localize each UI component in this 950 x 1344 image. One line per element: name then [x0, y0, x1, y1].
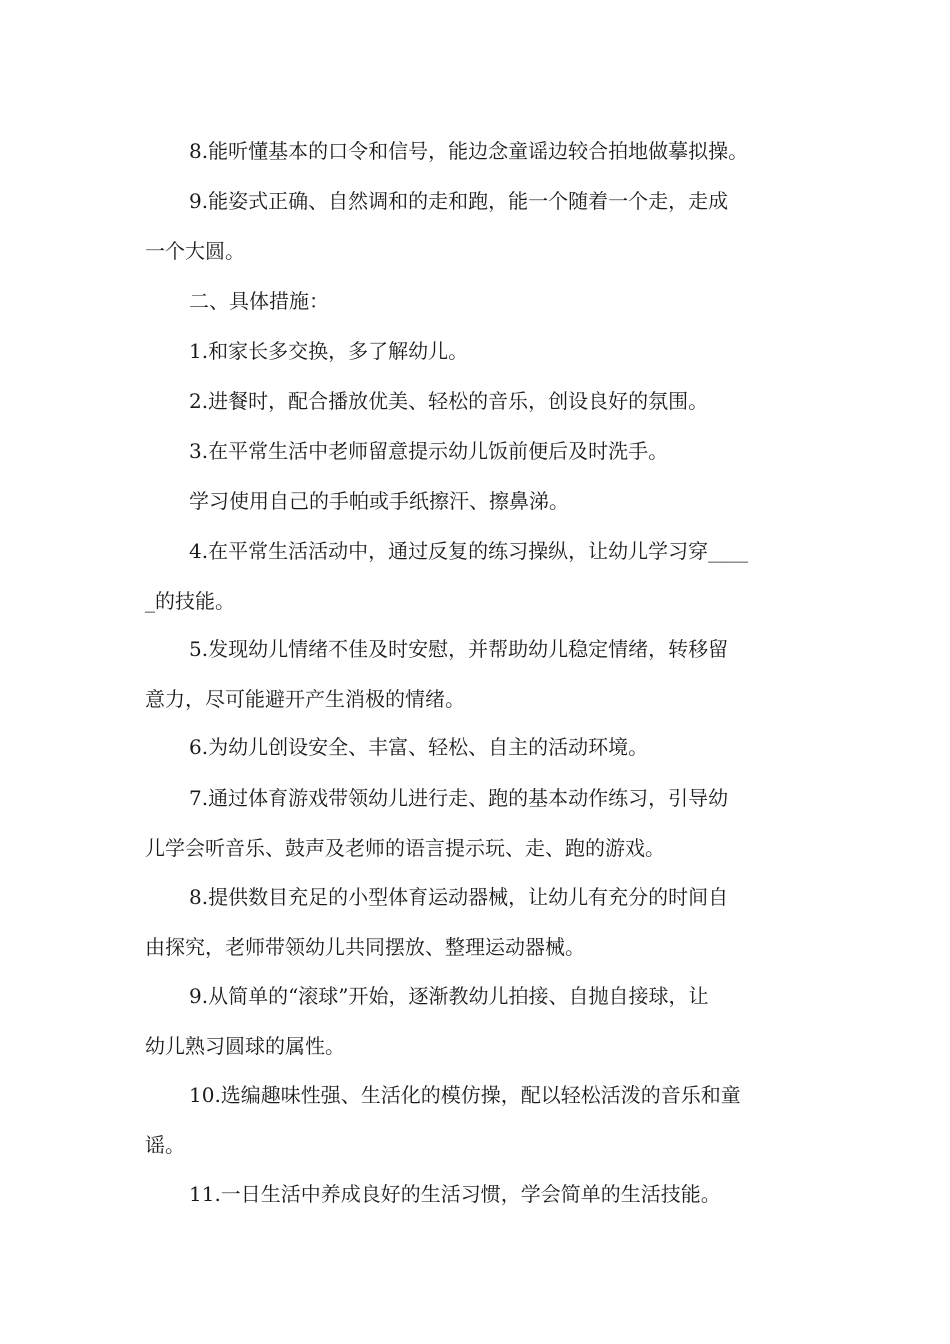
- paragraph-measure-10: [145, 1070, 810, 1170]
- section-heading-measures: [145, 276, 810, 326]
- paragraph-line: 8.能听懂基本的口令和信号，能边念童谣边较合拍地做摹拟操。: [189, 139, 749, 163]
- paragraph-measure-7: [145, 773, 810, 873]
- paragraph-line: 6.为幼儿创设安全、丰富、轻松、自主的活动环境。: [189, 735, 649, 759]
- paragraph-line: 意力，尽可能避开产生消极的情绪。: [145, 687, 465, 711]
- paragraph-line: 学习使用自己的手帕或手纸擦汗、擦鼻涕。: [189, 489, 569, 513]
- paragraph-measure-5: [145, 624, 810, 724]
- paragraph-goal-8: [145, 126, 810, 176]
- paragraph-measure-2: [145, 376, 810, 426]
- paragraph-measure-6: [145, 722, 810, 772]
- paragraph-line: 9.能姿式正确、自然调和的走和跑，能一个随着一个走，走成: [189, 189, 729, 213]
- paragraph-line: 3.在平常生活中老师留意提示幼儿饭前便后及时洗手。: [189, 439, 669, 463]
- paragraph-measure-3: [145, 426, 810, 476]
- paragraph-line: 由探究，老师带领幼儿共同摆放、整理运动器械。: [145, 935, 585, 959]
- heading-line: 二、具体措施：: [189, 289, 329, 313]
- paragraph-measure-4: [145, 526, 810, 626]
- paragraph-goal-9: [145, 176, 810, 276]
- paragraph-measure-3-continued: [145, 476, 810, 526]
- paragraph-measure-1: [145, 326, 810, 376]
- paragraph-line: 10.选编趣味性强、生活化的模仿操，配以轻松活泼的音乐和童: [189, 1083, 741, 1107]
- paragraph-measure-8: [145, 872, 810, 972]
- paragraph-line: 9.从简单的“滚球”开始，逐渐教幼儿拍接、自抛自接球，让: [189, 984, 709, 1008]
- paragraph-line: 谣。: [145, 1133, 185, 1157]
- paragraph-line: 5.发现幼儿情绪不佳及时安慰，并帮助幼儿稳定情绪，转移留: [189, 637, 729, 661]
- paragraph-line: 11.一日生活中养成良好的生活习惯，学会简单的生活技能。: [189, 1182, 721, 1206]
- paragraph-measure-9: [145, 971, 810, 1071]
- paragraph-line: 4.在平常生活活动中，通过反复的练习操纵，让幼儿学习穿____: [189, 539, 749, 563]
- paragraph-line: 2.进餐时，配合播放优美、轻松的音乐，创设良好的氛围。: [189, 389, 709, 413]
- paragraph-line: 幼儿熟习圆球的属性。: [145, 1034, 345, 1058]
- paragraph-line: 8.提供数目充足的小型体育运动器械，让幼儿有充分的时间自: [189, 885, 729, 909]
- paragraph-measure-11: [145, 1169, 810, 1219]
- paragraph-line: _的技能。: [145, 589, 235, 613]
- paragraph-line: 1.和家长多交换，多了解幼儿。: [189, 339, 469, 363]
- paragraph-line: 儿学会听音乐、鼓声及老师的语言提示玩、走、跑的游戏。: [145, 836, 665, 860]
- paragraph-line: 一个大圆。: [145, 239, 245, 263]
- paragraph-line: 7.通过体育游戏带领幼儿进行走、跑的基本动作练习，引导幼: [189, 786, 729, 810]
